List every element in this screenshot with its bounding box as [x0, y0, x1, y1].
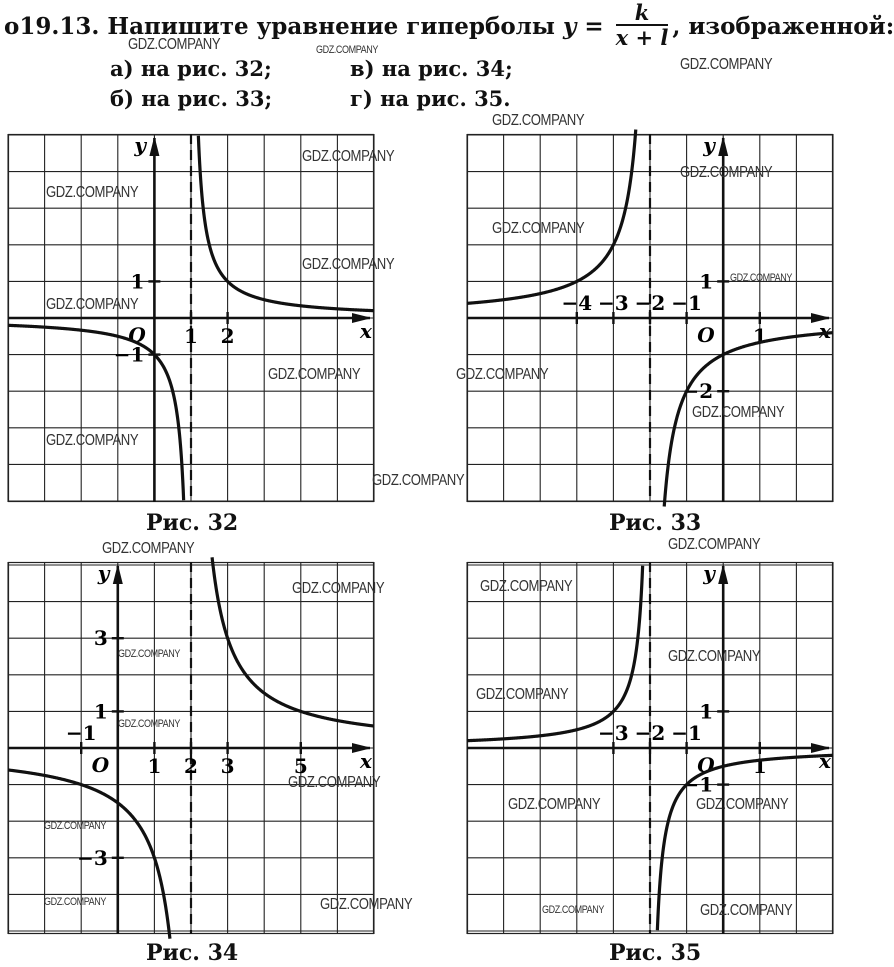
y-axis-arrow	[149, 136, 159, 156]
equation-lhs: y =	[562, 13, 604, 40]
problem-text: Напишите уравнение гиперболы	[107, 13, 555, 40]
watermark: GDZ.COMPANY	[118, 718, 180, 730]
watermark: GDZ.COMPANY	[302, 256, 395, 273]
watermark: GDZ.COMPANY	[668, 648, 761, 665]
x-tick-label: 1	[147, 754, 162, 778]
y-axis-arrow	[718, 136, 728, 156]
fraction-numerator: k	[616, 2, 669, 26]
watermark: GDZ.COMPANY	[730, 272, 792, 284]
watermark: GDZ.COMPANY	[128, 36, 221, 53]
watermark: GDZ.COMPANY	[480, 578, 573, 595]
watermark: GDZ.COMPANY	[102, 540, 195, 557]
x-tick-label: −1	[65, 721, 97, 745]
figure-33	[467, 134, 833, 506]
watermark: GDZ.COMPANY	[492, 112, 585, 129]
caption-34: Рис. 34	[146, 940, 239, 966]
hyperbola-left-branch	[8, 325, 184, 500]
watermark: GDZ.COMPANY	[302, 148, 395, 165]
x-tick-label: −1	[671, 721, 702, 745]
x-tick-label: 1	[184, 324, 198, 348]
watermark: GDZ.COMPANY	[680, 56, 773, 73]
watermark: GDZ.COMPANY	[268, 366, 361, 383]
watermark: GDZ.COMPANY	[288, 774, 381, 791]
y-axis-label: y	[134, 133, 147, 157]
x-tick-label: 2	[184, 754, 198, 778]
x-tick-label: −4	[561, 291, 593, 315]
watermark: GDZ.COMPANY	[292, 580, 385, 597]
hyperbola-left-branch	[467, 130, 636, 304]
watermark: GDZ.COMPANY	[44, 820, 106, 832]
y-axis-label: y	[97, 561, 110, 585]
caption-35: Рис. 35	[609, 940, 702, 966]
problem-text-end: , изображенной:	[672, 13, 894, 40]
origin-label: O	[697, 323, 715, 347]
watermark: GDZ.COMPANY	[696, 796, 789, 813]
y-tick-label: 1	[699, 699, 714, 724]
watermark: GDZ.COMPANY	[456, 366, 549, 383]
x-axis-label: x	[819, 319, 831, 343]
y-axis-label: y	[703, 133, 715, 157]
y-tick-label: −1	[682, 772, 714, 797]
item-a: а) на рис. 32;	[110, 56, 272, 81]
caption-33: Рис. 33	[609, 510, 702, 536]
figure-34	[8, 562, 374, 938]
watermark: GDZ.COMPANY	[46, 184, 139, 201]
x-tick-label: 1	[752, 324, 767, 348]
x-tick-label: 1	[752, 754, 767, 778]
origin-label: O	[128, 323, 146, 347]
problem-number: 19.13.	[19, 13, 100, 40]
figure-35	[467, 562, 833, 938]
x-tick-label: −2	[634, 291, 666, 315]
watermark: GDZ.COMPANY	[46, 296, 139, 313]
y-tick-label: 1	[699, 269, 714, 294]
origin-label: O	[91, 753, 110, 777]
x-tick-label: 5	[293, 754, 308, 778]
y-tick-label: 1	[93, 699, 108, 724]
item-v: в) на рис. 34;	[350, 56, 513, 81]
watermark: GDZ.COMPANY	[372, 472, 465, 489]
equation-fraction	[616, 2, 669, 50]
origin-label: O	[697, 753, 715, 777]
watermark: GDZ.COMPANY	[476, 686, 569, 703]
watermark: GDZ.COMPANY	[508, 796, 601, 813]
watermark: GDZ.COMPANY	[316, 44, 378, 56]
item-b: б) на рис. 33;	[110, 86, 273, 111]
graph-33	[467, 134, 833, 502]
graph-34	[8, 562, 374, 934]
problem-marker: о	[4, 13, 20, 40]
watermark: GDZ.COMPANY	[118, 648, 180, 660]
x-tick-label: 3	[220, 754, 235, 778]
caption-32: Рис. 32	[146, 510, 239, 536]
x-tick-label: −2	[634, 721, 666, 745]
y-tick-label: 1	[130, 269, 145, 294]
watermark: GDZ.COMPANY	[680, 164, 773, 181]
graph-35	[467, 562, 833, 934]
x-tick-label: −3	[598, 721, 629, 745]
x-tick-label: −3	[598, 291, 629, 315]
watermark: GDZ.COMPANY	[700, 902, 793, 919]
y-axis-label: y	[703, 561, 715, 585]
watermark: GDZ.COMPANY	[44, 896, 106, 908]
y-axis-arrow	[113, 564, 123, 584]
x-axis-label: x	[819, 749, 831, 773]
y-tick-label: −1	[113, 342, 145, 367]
fraction-denominator: x + l	[615, 25, 669, 50]
x-tick-label: −1	[671, 291, 702, 315]
x-axis-label: x	[360, 749, 372, 773]
watermark: GDZ.COMPANY	[692, 404, 785, 421]
watermark: GDZ.COMPANY	[542, 904, 604, 916]
y-tick-label: −2	[682, 379, 714, 404]
watermark: GDZ.COMPANY	[320, 896, 413, 913]
x-axis-label: x	[360, 319, 372, 343]
y-tick-label: −3	[77, 845, 108, 870]
watermark: GDZ.COMPANY	[492, 220, 585, 237]
watermark: GDZ.COMPANY	[668, 536, 761, 553]
x-tick-label: 2	[220, 324, 235, 348]
y-tick-label: 3	[93, 626, 108, 651]
watermark: GDZ.COMPANY	[46, 432, 139, 449]
item-g: г) на рис. 35.	[350, 86, 511, 111]
y-axis-arrow	[718, 564, 728, 584]
